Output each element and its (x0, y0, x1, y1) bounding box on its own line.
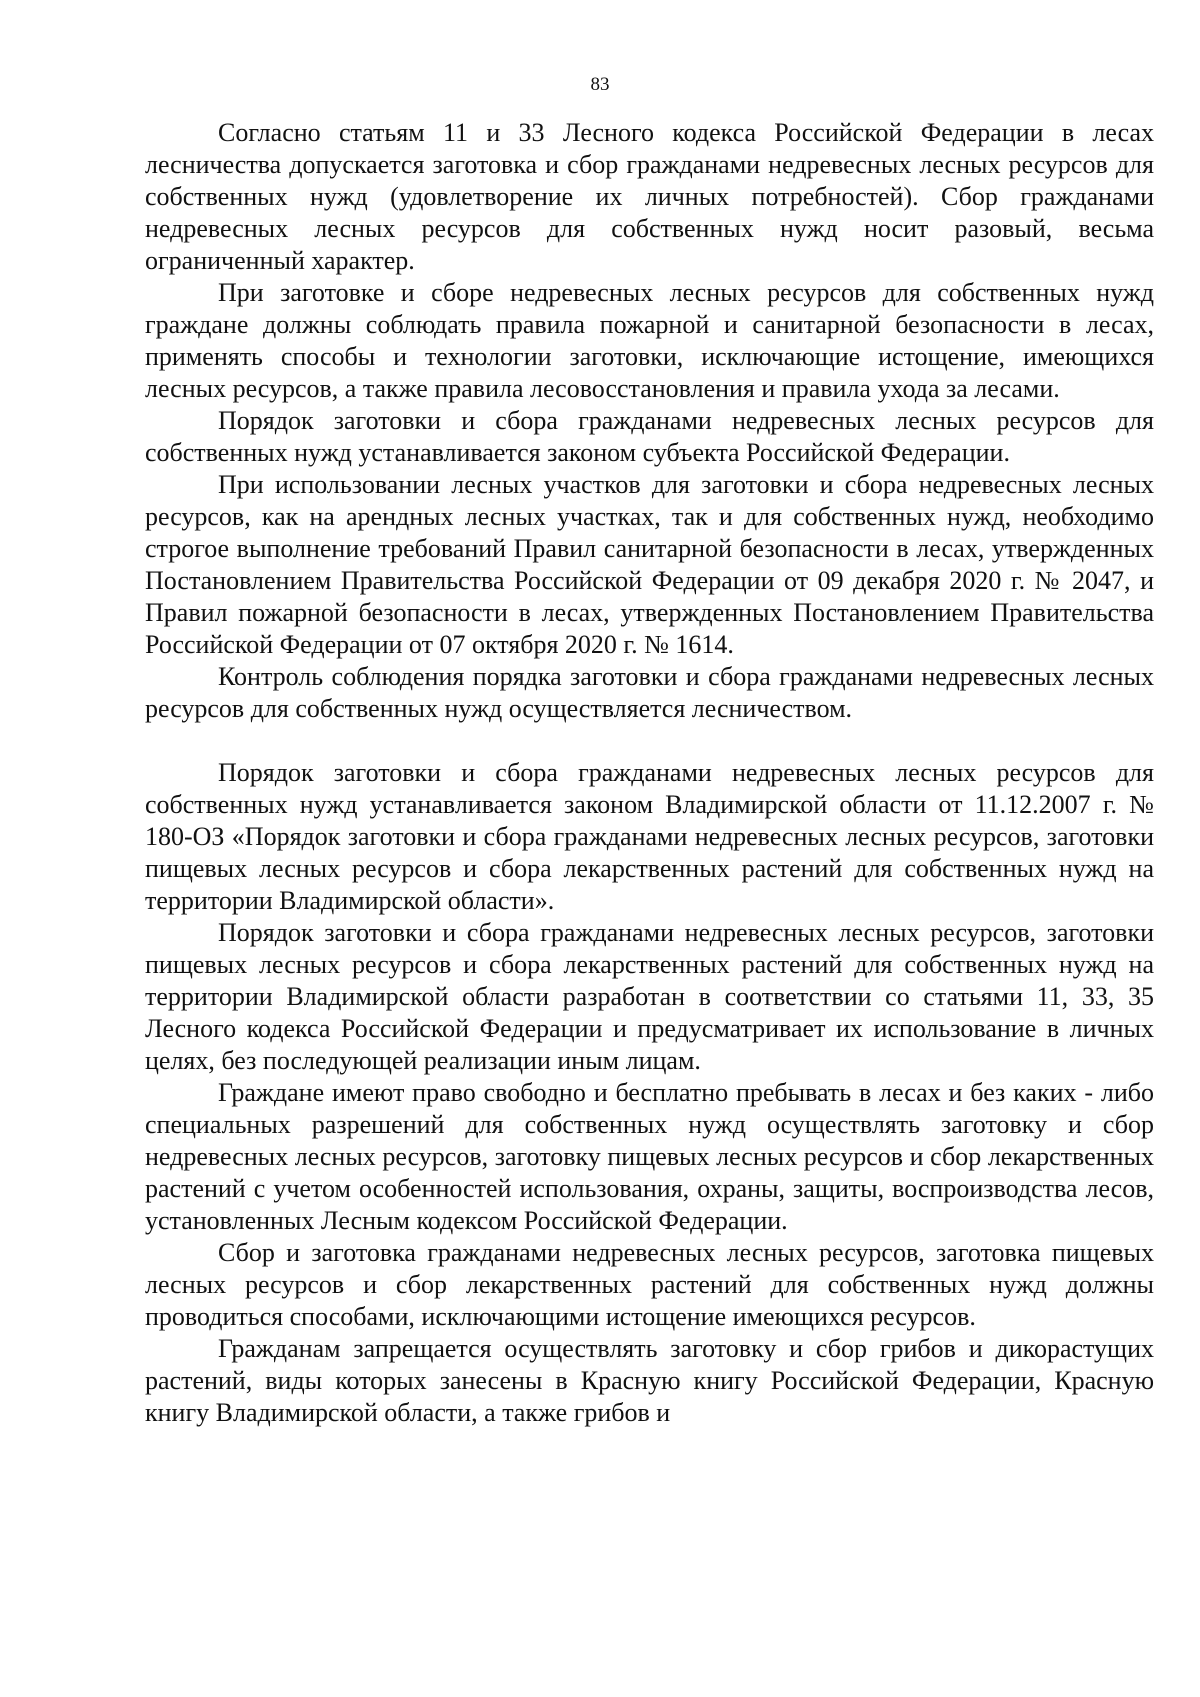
paragraph: Контроль соблюдения порядка заготовки и сбора гражданами недревесных лесных ресурсов для собственных нужд осуществляется лесничеством. (145, 662, 1154, 723)
paragraph: Порядок заготовки и сбора гражданами недревесных лесных ресурсов для собственных нужд устанавливается законом субъекта Российской Федерации. (145, 406, 1154, 467)
paragraph: Порядок заготовки и сбора гражданами недревесных лесных ресурсов, заготовки пищевых лесных ресурсов и сбора лекарственных растений для собственных нужд на территории Владимирской области разработан в соответствии со статьями 11, 33, 35 Лесного кодекса Российской Федерации и предусматривает их использование в личных целях, без последующей реализации иным лицам. (145, 918, 1154, 1075)
paragraph: Порядок заготовки и сбора гражданами недревесных лесных ресурсов для собственных нужд устанавливается законом Владимирской области от 11.12.2007 г. № 180-ОЗ «Порядок заготовки и сбора гражданами недревесных лесных ресурсов, заготовки пищевых лесных ресурсов и сбора лекарственных растений для собственных нужд на территории Владимирской области». (145, 758, 1154, 915)
paragraph: При заготовке и сборе недревесных лесных ресурсов для собственных нужд граждане должны соблюдать правила пожарной и санитарной безопасности в лесах, применять способы и технологии заготовки, исключающие истощение, имеющихся лесных ресурсов, а также правила лесовосстановления и правила ухода за лесами. (145, 278, 1154, 403)
paragraph: Гражданам запрещается осуществлять заготовку и сбор грибов и дикорастущих растений, виды которых занесены в Красную книгу Российской Федерации, Красную книгу Владимирской области, а также грибов и (145, 1334, 1154, 1427)
paragraph: Граждане имеют право свободно и бесплатно пребывать в лесах и без каких - либо специальных разрешений для собственных нужд осуществлять заготовку и сбор недревесных лесных ресурсов, заготовку пищевых лесных ресурсов и сбор лекарственных растений с учетом особенностей использования, охраны, защиты, воспроизводства лесов, установленных Лесным кодексом Российской Федерации. (145, 1078, 1154, 1235)
paragraph: Сбор и заготовка гражданами недревесных лесных ресурсов, заготовка пищевых лесных ресурсов и сбор лекарственных растений для собственных нужд должны проводиться способами, исключающими истощение имеющихся ресурсов. (145, 1238, 1154, 1331)
page-number: 83 (590, 74, 610, 95)
paragraph: Согласно статьям 11 и 33 Лесного кодекса Российской Федерации в лесах лесничества допускается заготовка и сбор гражданами недревесных лесных ресурсов для собственных нужд (удовлетворение их личных потребностей). Сбор гражданами недревесных лесных ресурсов для собственных нужд носит разовый, весьма ограниченный характер. (145, 118, 1154, 275)
body-text (145, 117, 1154, 1429)
paragraph: При использовании лесных участков для заготовки и сбора недревесных лесных ресурсов, как на арендных лесных участках, так и для собственных нужд, необходимо строгое выполнение требований Правил санитарной безопасности в лесах, утвержденных Постановлением Правительства Российской Федерации от 09 декабря 2020 г. № 2047, и Правил пожарной безопасности в лесах, утвержденных Постановлением Правительства Российской Федерации от 07 октября 2020 г. № 1614. (145, 470, 1154, 659)
